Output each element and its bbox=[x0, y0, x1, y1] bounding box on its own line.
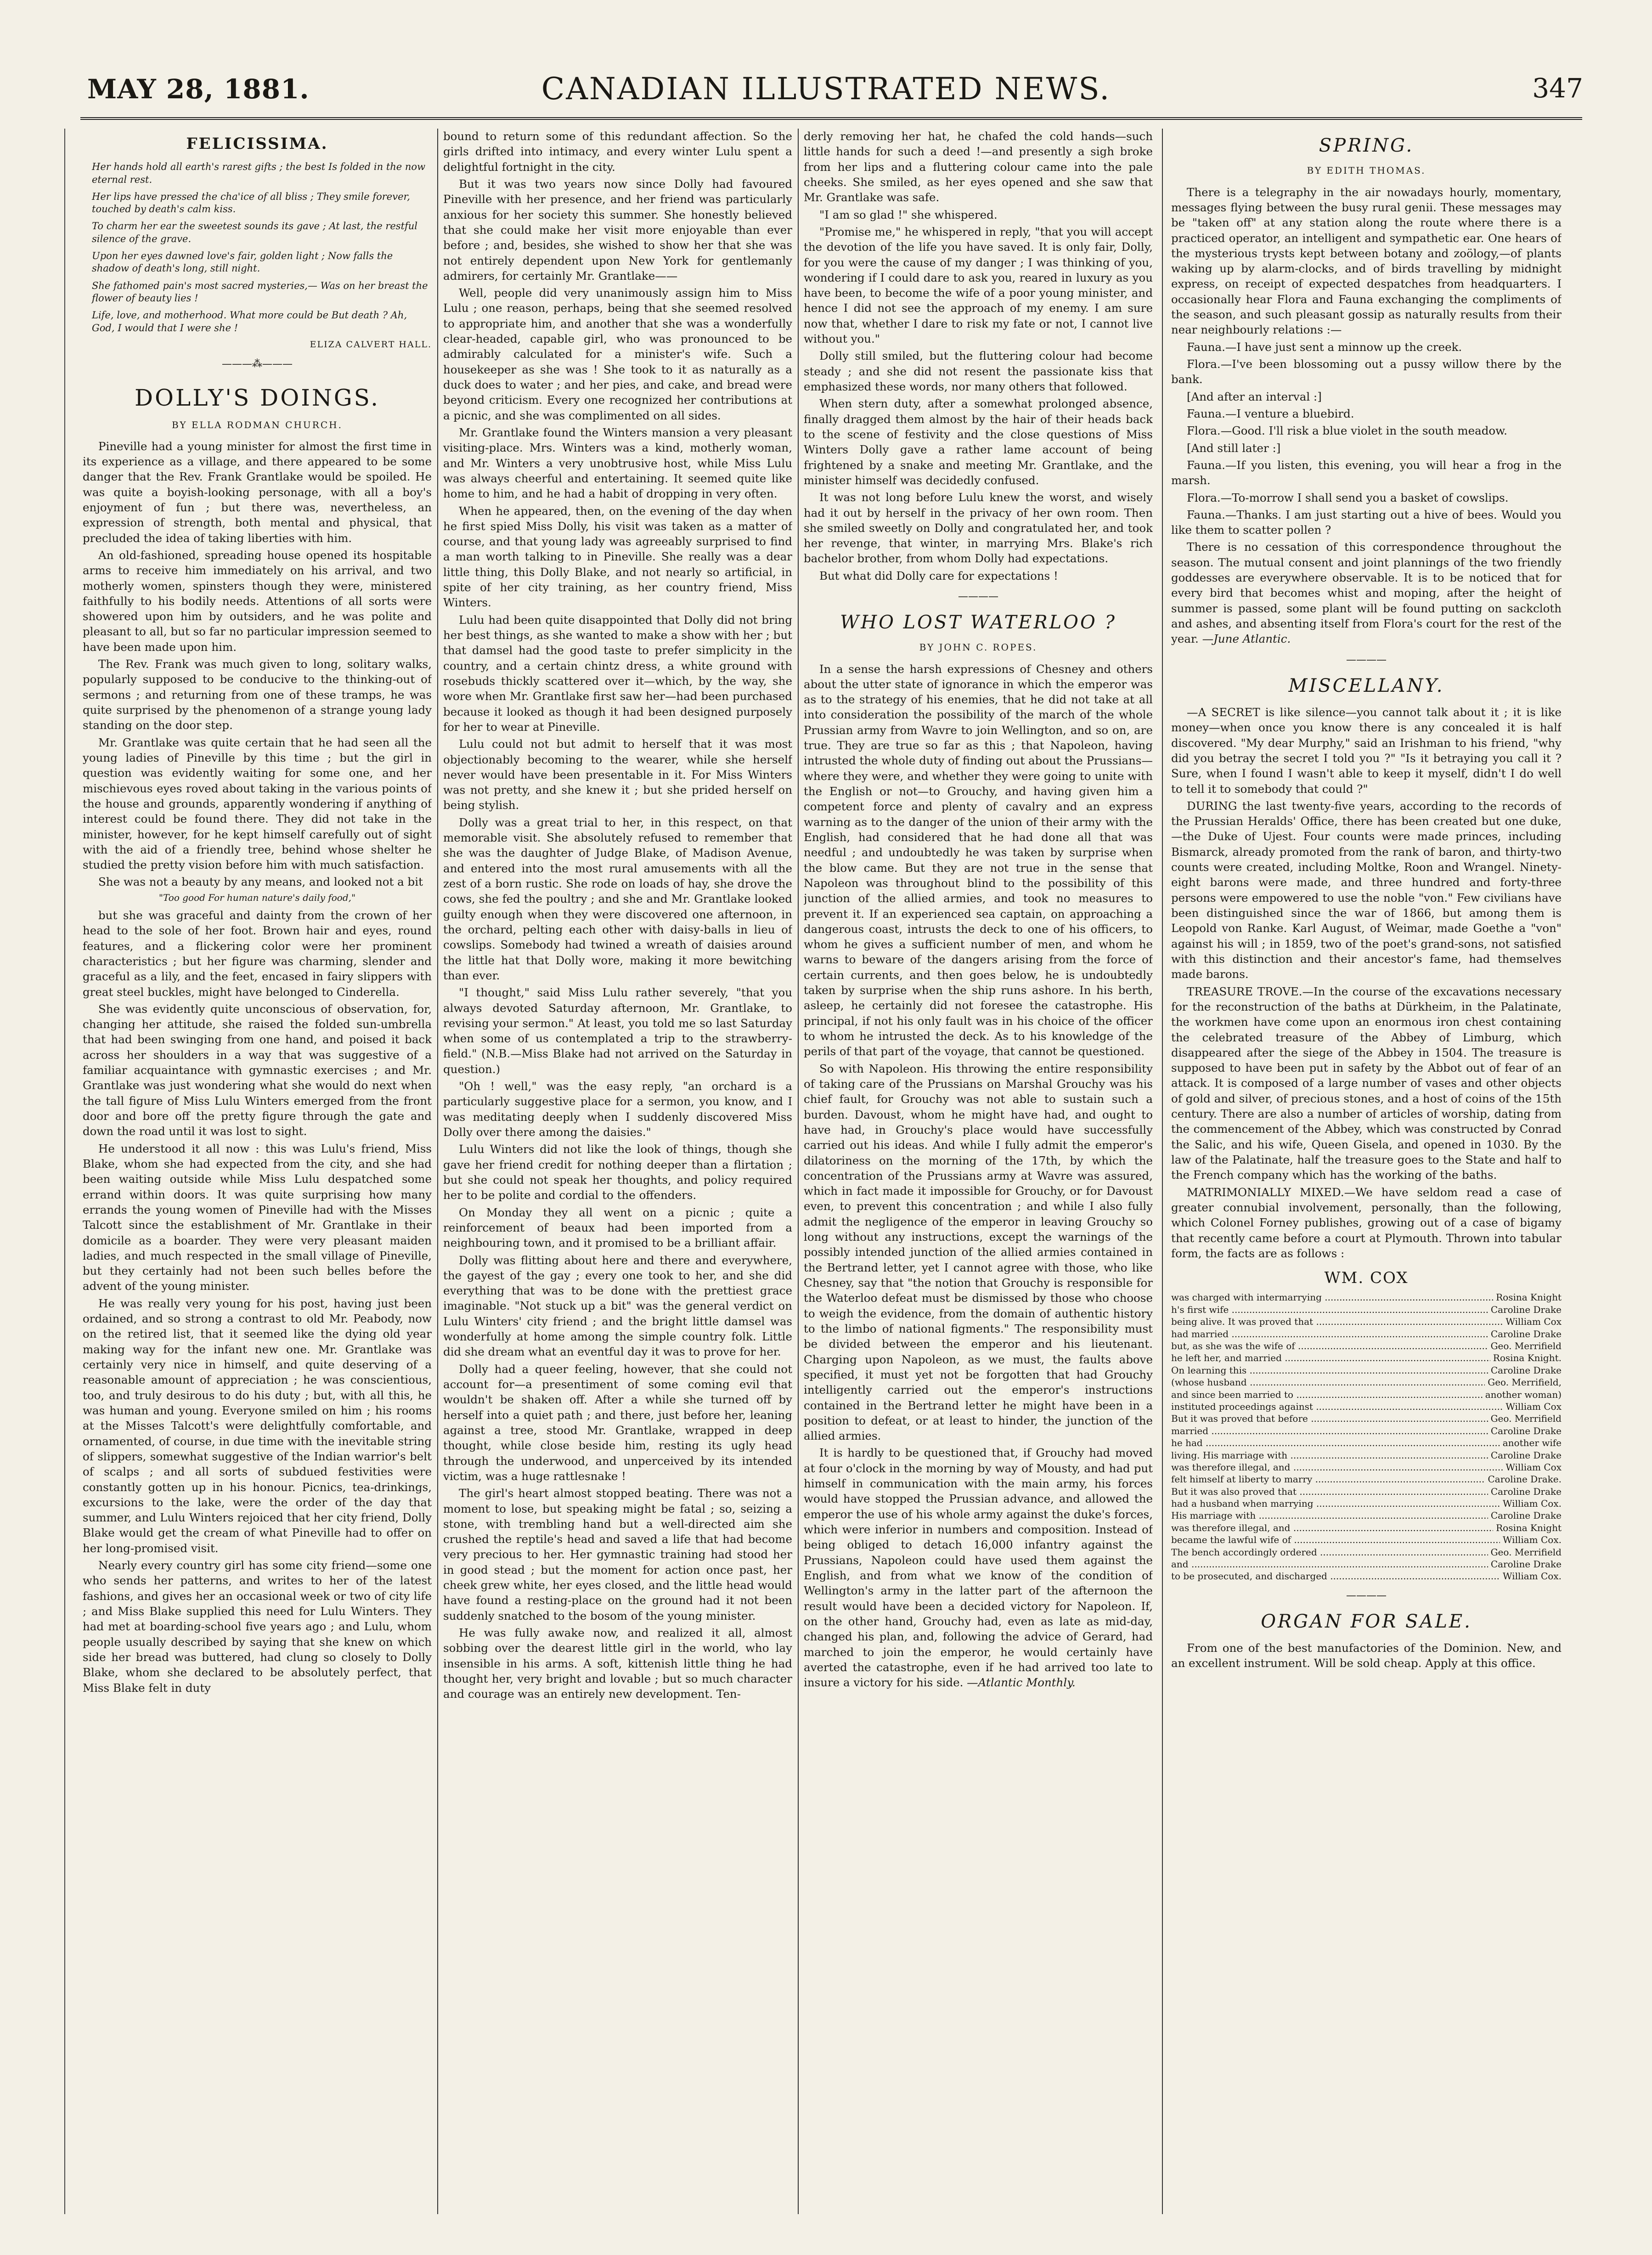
essay-paragraph-text: There is no cessation of this correspondence throughout the season. The mutual consent and joint plannings of the two friendly goddesses are everywhere observable. It is to be noticed that for every bird that becomes whist and moping, after the height of summer is passed, some plant will be found putting on sackcloth and ashes, and absenting itself from Flora's court for the rest of the year. bbox=[1171, 540, 1562, 646]
table-row-label: and since been married to ..... bbox=[1171, 1389, 1483, 1401]
table-row bbox=[1171, 1340, 1562, 1352]
table-row bbox=[1171, 1304, 1562, 1316]
story-paragraph: The Rev. Frank was much given to long, solitary walks, popularly supposed to be conducive to the thinking-out of sermons ; and returning from one of these tramps, he was quite surprised by the phenomenon of a strange young lady standing on the door step. bbox=[83, 657, 432, 732]
column-rule bbox=[1162, 129, 1163, 2214]
story-paragraph: She was not a beauty by any means, and looked not a bit bbox=[98, 875, 423, 889]
miscellany-paragraph: —A SECRET is like silence—you cannot talk about it ; it is like money—when once you know there is any concealed it is half discovered. "My dear Murphy," said an Irishman to his friend, "why did you betray the secret I told you ?" "Is it betraying you call it ? Sure, when I found I wasn't able to keep it myself, didn't I do well to tell it to somebody that could ?" bbox=[1171, 705, 1562, 796]
essay-paragraph: Flora.—To-morrow I shall send you a basket of cowslips. bbox=[1187, 491, 1509, 504]
story-paragraph: But it was two years now since Dolly had favoured Pineville with her presence, and her friend was particularly anxious for her society this summer. She honestly believed that she could make her visit more enjoyable than ever before ; and, besides, she wished to show her that she was not entirely dependent upon New York for gentlemanly admirers, for certainly Mr. Grantlake—— bbox=[443, 177, 792, 283]
table-row-value: William Cox. bbox=[1502, 1571, 1562, 1582]
essay-paragraph: Fauna.—I venture a bluebird. bbox=[1187, 407, 1354, 420]
story-paragraph: Dolly was a great trial to her, in this respect, on that memorable visit. She absolutely refused to remember that she was the daughter of Judge Blake, of Madison Avenue, and entered into the most rural amusements with all the zest of a born rustic. She rode on loads of hay, she drove the cows, she fed the poultry ; and she and Mr. Grantlake looked guilty enough when they were discovered one afternoon, in the orchard, pelting each other with daisy-balls in lieu of cowslips. Somebody had twined a wreath of daisies around the little hat that Dolly wore, making it more bewitching than ever. bbox=[443, 815, 792, 982]
article-paragraph: So with Napoleon. His throwing the entire responsibility of taking care of the Prussians on Marshal Grouchy was his chief fault, for Grouchy was not able to sustain such a burden. Davoust, whom he might have had, and ought to have had, in Grouchy's place would have successfully carried out his ideas. And while I fully admit the emperor's dilatoriness on the morning of the 17th, by which the concentration of the Prussians army at Wavre was assured, which in fact made it impossible for Grouchy, or for Davoust even, to prevent this concentration ; and while I also fully admit the negligence of the emperor in leaving Grouchy so long without any instructions, except the warnings of the possibly intended junction of the allied armies contained in the Bertrand letter, yet I cannot agree with those, who like Chesney, say that "the notion that Grouchy is responsible for the Waterloo defeat must be dismissed by those who choose to weigh the evidence, from the domain of authentic history to the limbo of national figments." The responsibility must be divided between the emperor and his lieutenant. Charging upon Napoleon, as we must, the faults above specified, it must yet not be forgotten that had Grouchy intelligently carried out the emperor's instructions contained in the Bertrand letter he might have been in a position to defeat, or at least to hinder, the junction of the allied armies. bbox=[804, 1062, 1153, 1443]
story-paragraph: Dolly still smiled, but the fluttering colour had become steady ; and she did not resent the passionate kiss that emphasized these words, nor many others that followed. bbox=[804, 349, 1153, 393]
table-row-label: being alive. It was proved that ..... bbox=[1171, 1316, 1503, 1328]
story-paragraph: But what did Dolly care for expectations ! bbox=[819, 569, 1058, 582]
advert-text: From one of the best manufactories of the Dominion. New, and an excellent instrument. Will be sold cheap. Apply at this office. bbox=[1171, 1641, 1562, 1670]
table-row-label: had married ..... bbox=[1171, 1328, 1488, 1340]
essay-paragraph: Fauna.—Thanks. I am just starting out a hive of bees. Would you like them to scatter pollen ? bbox=[1171, 508, 1562, 537]
table-row-label: instituted proceedings against ..... bbox=[1171, 1401, 1503, 1413]
column-3 bbox=[804, 129, 1153, 2214]
article-byline: BY JOHN C. ROPES. bbox=[919, 642, 1037, 653]
table-row-label: he left her, and married ..... bbox=[1171, 1352, 1490, 1364]
table-row-label: h's first wife ..... bbox=[1171, 1304, 1488, 1316]
table-row-value: William Cox. bbox=[1502, 1534, 1562, 1546]
story-paragraph: When he appeared, then, on the evening of the day when he first spied Miss Dolly, his visit was taken as a matter of course, and that young lady was agreeably surprised to find a man worth talking to in Pineville. She really was a dear little thing, this Dolly Blake, and not nearly so artificial, in spite of her city training, as her country friend, Miss Winters. bbox=[443, 504, 792, 610]
table-row bbox=[1171, 1522, 1562, 1534]
story-paragraph: He was fully awake now, and realized it all, almost sobbing over the dearest little girl in the world, who lay insensible in his arms. A soft, kittenish little thing he had thought her, very bright and lovable ; but so much character and courage was an entirely new development. Ten- bbox=[443, 1626, 792, 1701]
table-row-label: felt himself at liberty to marry ..... bbox=[1171, 1473, 1485, 1485]
table-row-value: Rosina Knight bbox=[1496, 1292, 1562, 1303]
table-row bbox=[1171, 1425, 1562, 1437]
story-paragraph: He was really very young for his post, having just been ordained, and so strong a contrast to old Mr. Peabody, now on the retired list, that it seemed like the dying old year making way for the infant new one. Mr. Grantlake was certainly very nice in himself, and quite deserving of a reasonable amount of appreciation ; he was conscientious, too, and truly desirous to do his duty ; but, with all this, he was human and young. Everyone smiled on him ; his rooms at the Misses Talcott's were delightfully comfortable, and ornamented, of course, in due time with the inevitable string of slippers, somewhat suggestive of the Indian warrior's belt of scalps ; and all sorts of subdued festivities were constantly gotten up in his honour. Picnics, tea-drinkings, excursions to the lake, were the order of the day that summer, and Lulu Winters rejoiced that her city friend, Dolly Blake would get the cream of what Pineville had to offer on her long-promised visit. bbox=[83, 1296, 432, 1555]
poem-stanza: Life, love, and motherhood. What more could be But death ? Ah, God, I would that I were she ! bbox=[92, 310, 407, 333]
story-paragraph: On Monday they all went on a picnic ; quite a reinforcement of beaux had been imported from a neighbouring town, and it promised to be a brilliant affair. bbox=[443, 1205, 792, 1250]
poem-stanza: She fathomed pain's most sacred mysteries,— Was on her breast the flower of beauty lies ! bbox=[92, 280, 428, 304]
table-row-label: His marriage with ..... bbox=[1171, 1509, 1488, 1521]
table-row bbox=[1171, 1364, 1562, 1376]
story-title: DOLLY'S DOINGS. bbox=[134, 384, 380, 411]
table-row-label: married ..... bbox=[1171, 1425, 1488, 1437]
column-2 bbox=[443, 129, 792, 2214]
story-paragraph: "I thought," said Miss Lulu rather severely, "that you always devoted Saturday afternoon, Mr. Grantlake, to revising your sermon." At least, you told me so last Saturday when some of us contemplated a trip to the strawberry-field." (N.B.—Miss Blake had not arrived on the Saturday in question.) bbox=[443, 986, 792, 1076]
table-row-value: Geo. Merrifield, bbox=[1488, 1377, 1562, 1388]
table-row bbox=[1171, 1401, 1562, 1413]
section-divider: ———— bbox=[1346, 1589, 1387, 1601]
column-rule bbox=[798, 129, 799, 2214]
table-row-value: William Cox bbox=[1505, 1401, 1562, 1412]
essay-paragraph: Flora.—I've been blossoming out a pussy willow there by the bank. bbox=[1171, 357, 1562, 386]
table-row-value: another woman) bbox=[1485, 1389, 1562, 1400]
table-row-value: William Cox bbox=[1505, 1461, 1562, 1473]
advert-title: ORGAN FOR SALE. bbox=[1261, 1611, 1472, 1632]
poem-stanza: Upon her eyes dawned love's fair, golden light ; Now falls the shadow of death's long, still night. bbox=[92, 250, 393, 274]
article-paragraph: In a sense the harsh expressions of Chesney and others about the utter state of ignorance in which the emperor was as to the strategy of his enemies, that he did not take at all into consideration the possibility of the march of the whole Prussian army from Wavre to join Wellington, and so on, are true. They are true so far as this ; that Napoleon, having intrusted the whole duty of finding out about the Prussians—where they were, and whether they were going to unite with the English or not—to Grouchy, and having given him a competent force and plenty of cavalry and an express warning as to the danger of the union of their army with the English, had considered that he had done all that was needful ; and undoubtedly he was taken by surprise when the blow came. But they are not true in the sense that Napoleon was throughout blind to the possibility of this junction of the allied armies, and took no measures to prevent it. If an experienced sea captain, on approaching a dangerous coast, intrusts the deck to one of his officers, to whom he gives a sufficient number of men, and whom he warns to beware of the dangers arising from the force of certain currents, and then goes below, he is undoubtedly taken by surprise when the ship runs ashore. In his berth, asleep, he certainly did not foresee the catastrophe. His principal, if not his only fault was in his choice of the officer to whom he intrusted the deck. As to his knowledge of the perils of that part of the voyage, that cannot be questioned. bbox=[804, 662, 1153, 1058]
table-row bbox=[1171, 1498, 1562, 1509]
table-row-label: was therefore illegal, and ..... bbox=[1171, 1522, 1493, 1534]
table-row bbox=[1171, 1546, 1562, 1558]
story-paragraph: Lulu could not but admit to herself that it was most objectionably becoming to the wearer, while she herself never would have been presentable in it. For Miss Winters was not pretty, and she knew it ; but she prided herself on being stylish. bbox=[443, 737, 792, 812]
essay-paragraph: There is a telegraphy in the air nowadays hourly, momentary, messages flying between the busy rural genii. These messages may be "taken off" at any station along the route where there is a practiced operator, an intelligent and sympathetic ear. One hears of the mysterious trysts kept between botany and zoölogy,—of plants waking up by alarm-clocks, and of birds travelling by midnight express, on receipt of expected despatches from headquarters. I occasionally hear Flora and Fauna exchanging the compliments of the season, and such pleasant gossip as naturally results from their near neighbourly relations :— bbox=[1171, 185, 1562, 337]
poem-author: ELIZA CALVERT HALL. bbox=[310, 339, 432, 350]
table-row-value: Caroline Drake bbox=[1490, 1449, 1562, 1461]
column-4 bbox=[1171, 129, 1562, 2214]
article-paragraph-text: It is hardly to be questioned that, if Grouchy had moved at four o'clock in the morning by way of Mousty, and had put himself in communication with the main army, his forces would have stopped the Prussian advance, and allowed the emperor the use of his whole army against the duke's forces, which were inferior in numbers and composition. Instead of being obliged to detach 16,000 infantry against the Prussians, Napoleon could have used them against the English, and from what we know of the condition of Wellington's army in the latter part of the afternoon the result would have been a decided victory for Napoleon. If, on the other hand, Grouchy had, even as late as mid-day, changed his plan, and, following the advice of Gerard, had marched to join the emperor, he would certainly have averted the catastrophe, even if he had arrived too late to insure a victory for his side. bbox=[804, 1446, 1153, 1690]
section-divider: ———— bbox=[958, 591, 998, 603]
story-paragraph: When stern duty, after a somewhat prolonged absence, finally dragged them almost by the hair of their heads back to the scene of festivity and the close questions of Miss Winters Dolly gave a rather lame account of being frightened by a snake and meeting Mr. Grantlake, and the minister himself was decidedly confused. bbox=[804, 397, 1153, 487]
table-row-value: Caroline Drake bbox=[1490, 1425, 1562, 1436]
table-row-value: another wife bbox=[1502, 1437, 1562, 1449]
table-row bbox=[1171, 1534, 1562, 1546]
article-source: —Atlantic Monthly. bbox=[967, 1676, 1076, 1690]
miscellany-paragraph: MATRIMONIALLY MIXED.—We have seldom read a case of greater connubial involvement, personally, than the following, which Colonel Forney publishes, growing out of a case of bigamy that recently came before a court at Plymouth. Thrown into tabular form, the facts are as follows : bbox=[1171, 1185, 1562, 1260]
table-row-label: The bench accordingly ordered ..... bbox=[1171, 1546, 1488, 1558]
table-row-value: Rosina Knight. bbox=[1493, 1352, 1562, 1364]
poem-stanza: Her hands hold all earth's rarest gifts ; the best Is folded in the now eternal rest. bbox=[92, 161, 426, 185]
masthead bbox=[0, 0, 1652, 115]
article-title: WHO LOST WATERLOO ? bbox=[840, 611, 1116, 633]
table-row-label: and ..... bbox=[1171, 1558, 1488, 1570]
table-row bbox=[1171, 1509, 1562, 1521]
poem-stanza: To charm her ear the sweetest sounds its gave ; At last, the restful silence of the grave. bbox=[92, 220, 418, 244]
essay-paragraph: Flora.—Good. I'll risk a blue violet in the south meadow. bbox=[1187, 424, 1507, 438]
poem-stanza: Her lips have pressed the cha'ice of all bliss ; They smile forever, touched by death's calm kiss. bbox=[92, 191, 410, 215]
table-row-value: Caroline Drake bbox=[1490, 1559, 1562, 1570]
essay-paragraph: Fauna.—I have just sent a minnow up the creek. bbox=[1187, 340, 1462, 354]
story-paragraph: derly removing her hat, he chafed the cold hands—such little hands for such a deed !—and presently a sigh broke from her lips and a fluttering colour came into the pale cheeks. She smiled, as her eyes opened and she saw that Mr. Grantlake was safe. bbox=[804, 130, 1153, 204]
poem-title: FELICISSIMA. bbox=[186, 135, 328, 153]
table-row bbox=[1171, 1437, 1562, 1449]
table-row-value: Caroline Drake bbox=[1490, 1364, 1562, 1376]
story-paragraph: Pineville had a young minister for almost the first time in its experience as a village, and there appeared to be some danger that the Rev. Frank Grantlake would be spoiled. He was quite a boyish-looking personage, with all a boy's enjoyment of fun ; but there was, nevertheless, an expression of strength, both mental and physical, that precluded the idea of taking liberties with him. bbox=[83, 439, 432, 545]
table-row-label: had a husband when marrying ..... bbox=[1171, 1498, 1500, 1509]
table-row-label: was charged with intermarrying ..... bbox=[1171, 1291, 1493, 1303]
table-row-value: Caroline Drake bbox=[1490, 1486, 1562, 1497]
story-paragraph: Lulu Winters did not like the look of things, though she gave her friend credit for nothing deeper than a flirtation ; but she could not speak her thoughts, and policy required her to be polite and cordial to the offenders. bbox=[443, 1142, 792, 1202]
table-row-value: Geo. Merrifield bbox=[1490, 1546, 1562, 1558]
masthead-rule bbox=[80, 117, 1582, 120]
story-paragraph: but she was graceful and dainty from the crown of her head to the sole of her foot. Brown hair and eyes, round features, and a flickering color were her prominent characteristics ; but her figure was charming, slender and graceful as a lily, and the feet, encased in fairy slippers with great steel buckles, might have belonged to Cinderella. bbox=[83, 908, 432, 999]
table-row bbox=[1171, 1352, 1562, 1364]
essay-paragraph bbox=[1171, 539, 1562, 646]
miscellany-title: MISCELLANY. bbox=[1288, 675, 1444, 696]
story-paragraph: Mr. Grantlake was quite certain that he had seen all the young ladies of Pineville by this time ; but the girl in question was evidently waiting for some one, and her mischievous eyes roved about taking in the various points of the house and grounds, apparently wondering if anything of interest could be found there. They did not take in the minister, however, for he kept himself carefully out of sight with the aid of a friendly tree, behind whose shelter he studied the pretty vision before him with much satisfaction. bbox=[83, 735, 432, 872]
table-row-label: became the lawful wife of ..... bbox=[1171, 1534, 1500, 1546]
story-quote: "Too good For human nature's daily food," bbox=[158, 892, 356, 903]
table-row bbox=[1171, 1461, 1562, 1473]
essay-source: —June Atlantic. bbox=[1202, 632, 1291, 646]
table-row-label: But it was proved that before ..... bbox=[1171, 1413, 1488, 1424]
table-row bbox=[1171, 1316, 1562, 1328]
column-1 bbox=[83, 129, 432, 2214]
table-row-label: (whose husband ..... bbox=[1171, 1376, 1485, 1388]
table-row-value: Geo. Merrifield bbox=[1490, 1413, 1562, 1424]
table-row bbox=[1171, 1449, 1562, 1461]
article-paragraph bbox=[804, 1445, 1153, 1690]
table-row-value: Caroline Drake. bbox=[1488, 1474, 1562, 1485]
table-row-label: but, as she was the wife of ..... bbox=[1171, 1340, 1488, 1352]
table-row-label: to be prosecuted, and discharged ..... bbox=[1171, 1570, 1500, 1582]
table-row bbox=[1171, 1328, 1562, 1340]
table-row-value: Rosina Knight bbox=[1496, 1522, 1562, 1533]
story-paragraph: He understood it all now : this was Lulu's friend, Miss Blake, whom she had expected from the city, and she had been waiting outside while Miss Lulu despatched some errand within doors. It was quite surprising how many errands the young women of Pineville had with the Misses Talcott since the establishment of Mr. Grantlake in their domicile as a boarder. They were very pleasant maiden ladies, and much respected in the small village of Pineville, but they certainly had not been such belles before the advent of the young minister. bbox=[83, 1142, 432, 1293]
left-border-rule bbox=[64, 129, 65, 2214]
table-row-label: But it was also proved that ..... bbox=[1171, 1486, 1488, 1498]
newspaper-title: CANADIAN ILLUSTRATED NEWS. bbox=[541, 71, 1111, 107]
story-paragraph: The girl's heart almost stopped beating. There was not a moment to lose, but speaking might be fatal ; so, seizing a stone, with trembling hand but a well-directed aim she crushed the reptile's head and saved a life that had become very precious to her. Her gymnastic training had stood her in good stead ; but the moment for action once past, her cheek grew white, her eyes closed, and the little head would have found a resting-place on the ground had it not been suddenly snatched to the bosom of the young minister. bbox=[443, 1486, 792, 1622]
miscellany-paragraph: TREASURE TROVE.—In the course of the excavations necessary for the reconstruction of the baths at Dürkheim, in the Palatinate, the workmen have come upon an enormous iron chest containing the celebrated treasure of the Abbey of Limburg, which disappeared after the siege of the Abbey in 1504. The treasure is supposed to have been put in safety by the Abbot out of fear of an attack. It is composed of a large number of vases and other objects of gold and silver, of precious stones, and a host of coins of the 15th century. There are also a number of articles of worship, dating from the commencement of the Abbey, which was constructed by Conrad the Salic, and his wife, Queen Gisela, and opened in 1030. By the law of the Palatinate, half the treasure goes to the State and half to the French company which has the working of the baths. bbox=[1171, 984, 1562, 1182]
table-row-label: On learning this ..... bbox=[1171, 1364, 1488, 1376]
story-paragraph: She was evidently quite unconscious of observation, for, changing her attitude, she raised the folded sun-umbrella that had been swinging from one hand, and poised it back across her shoulders in a way that was suggestive of a familiar acquaintance with gymnastic exercises ; and Mr. Grantlake was just wondering what she would do next when the tall figure of Miss Lulu Winters emerged from the front door and bore off the pretty figure through the gate and down the road until it was lost to sight. bbox=[83, 1002, 432, 1138]
table-row-value: Geo. Merrifield bbox=[1490, 1340, 1562, 1351]
table-row-value: Caroline Drake bbox=[1490, 1510, 1562, 1521]
story-paragraph: Well, people did very unanimously assign him to Miss Lulu ; one reason, perhaps, being that she seemed resolved to appropriate him, and another that she was a wonderfully clear-headed, capable girl, who was pronounced to be admirably calculated for a minister's wife. Such a housekeeper as she was ! She took to it as naturally as a duck does to water ; and her pies, and cake, and bread were beyond criticism. Every one recognized her contributions at a picnic, and she was complimented on all sides. bbox=[443, 286, 792, 422]
bigamy-table-title: WM. COX bbox=[1324, 1269, 1409, 1288]
table-row bbox=[1171, 1570, 1562, 1582]
table-row bbox=[1171, 1473, 1562, 1485]
essay-paragraph: [And after an interval :] bbox=[1187, 390, 1322, 403]
table-row bbox=[1171, 1558, 1562, 1570]
story-paragraph: Nearly every country girl has some city friend—some one who sends her patterns, and writes to her of the latest fashions, and gives her an occasional week or two of city life ; and Miss Blake supplied this need for Lulu Winters. They had met at boarding-school five years ago ; and Lulu, whom people usually described by saying that she knew on which side her bread was buttered, had clung so closely to Dolly Blake, whom she declared to be absolutely perfect, that Miss Blake felt in duty bbox=[83, 1559, 432, 1695]
story-byline: BY ELLA RODMAN CHURCH. bbox=[172, 419, 343, 430]
story-paragraph: "Oh ! well," was the easy reply, "an orchard is a particularly suggestive place for a sermon, you know, and I was meditating deeply when I suddenly discovered Miss Dolly over there among the daisies." bbox=[443, 1079, 792, 1139]
section-divider: ———— bbox=[1346, 654, 1387, 666]
story-paragraph: Lulu had been quite disappointed that Dolly did not bring her best things, as she wanted to make a show with her ; but that damsel had the good taste to prefer simplicity in the country, and a certain chintz dress, a white ground with rosebuds thickly scattered over it—which, by the way, she wore when Mr. Grantlake first saw her—had been purchased because it looked as though it had been designed purposely for her to wear at Pineville. bbox=[443, 613, 792, 734]
issue-date: MAY 28, 1881. bbox=[87, 73, 310, 105]
story-paragraph: It was not long before Lulu knew the worst, and wisely had it out by herself in the privacy of her own room. Then she smiled sweetly on Dolly and congratulated her, and took her revenge, that winter, in marrying Mrs. Blake's rich bachelor brother, from whom Dolly had expectations. bbox=[804, 491, 1153, 565]
table-row-value: Caroline Drake bbox=[1490, 1304, 1562, 1315]
table-row-value: William Cox. bbox=[1502, 1498, 1562, 1509]
essay-paragraph: [And still later :] bbox=[1187, 441, 1281, 455]
table-row bbox=[1171, 1486, 1562, 1498]
column-rule bbox=[437, 129, 438, 2214]
table-row-label: living. His marriage with ..... bbox=[1171, 1449, 1488, 1461]
story-paragraph: "I am so glad !" she whispered. bbox=[819, 208, 998, 221]
story-paragraph: bound to return some of this redundant affection. So the girls drifted into intimacy, and every winter Lulu spent a delightful fortnight in the city. bbox=[443, 130, 792, 174]
page-number: 347 bbox=[1532, 73, 1583, 104]
story-paragraph: An old-fashioned, spreading house opened its hospitable arms to receive him immediately on his arrival, and two motherly women, spinsters though they were, ministered faithfully to his bodily needs. Attentions of all sorts were showered upon him by outsiders, and he was polite and pleasant to all, but so far no particular impression seemed to have been made upon him. bbox=[83, 548, 432, 654]
table-row bbox=[1171, 1413, 1562, 1424]
table-row-label: he had ..... bbox=[1171, 1437, 1500, 1449]
story-paragraph: Dolly had a queer feeling, however, that she could not account for—a presentiment of some coming evil that wouldn't be shaken off. After a while she turned off by herself into a quiet path ; and there, just before her, leaning against a tree, stood Mr. Grantlake, wrapped in deep thought, while close beside him, resting its ugly head through the underwood, and unperceived by its intended victim, was a huge rattlesnake ! bbox=[443, 1362, 792, 1483]
story-paragraph: Mr. Grantlake found the Winters mansion a very pleasant visiting-place. Mrs. Winters was a kind, motherly woman, and Mr. Winters a very unobtrusive host, while Miss Lulu was always cheerful and entertaining. It seemed quite like home to him, and he had a habit of dropping in very often. bbox=[443, 425, 792, 501]
table-row-value: William Cox bbox=[1505, 1316, 1562, 1328]
table-row-value: Caroline Drake bbox=[1490, 1328, 1562, 1339]
table-row bbox=[1171, 1389, 1562, 1401]
table-row bbox=[1171, 1291, 1562, 1303]
story-paragraph: Dolly was flitting about here and there and everywhere, the gayest of the gay ; every one took to her, and she did everything that was to be done with the prettiest grace imaginable. "Not stuck up a bit" was the general verdict on Lulu Winters' city friend ; and the bright little damsel was wonderfully at home among the simple country folk. Little did she dream what an eventful day it was to prove for her. bbox=[443, 1253, 792, 1359]
essay-byline: BY EDITH THOMAS. bbox=[1307, 165, 1426, 176]
table-row bbox=[1171, 1376, 1562, 1388]
essay-paragraph: Fauna.—If you listen, this evening, you will hear a frog in the marsh. bbox=[1171, 458, 1562, 487]
essay-title: SPRING. bbox=[1319, 135, 1414, 156]
table-row-label: was therefore illegal, and ..... bbox=[1171, 1461, 1503, 1473]
section-divider: ———⁂——— bbox=[222, 358, 293, 370]
miscellany-paragraph: DURING the last twenty-five years, according to the records of the Prussian Heralds' Office, there has been created but one duke,—the Duke of Ujest. Four counts were made princes, including Bismarck, already promoted from the rank of baron, and thirty-two counts were created, including Moltke, Roon and Wrangel. Ninety-eight barons were made, and three hundred and forty-three persons were empowered to use the noble "von." Few civilians have been distinguished since the war of 1866, but among them is Leopold von Ranke. Karl August, of Weimar, made Goethe a "von" against his will ; in 1859, two of the poet's grand-sons, not satisfied with this distinction and their ancestor's fame, had themselves made barons. bbox=[1171, 799, 1562, 981]
bigamy-table bbox=[1171, 1291, 1562, 1582]
story-paragraph: "Promise me," he whispered in reply, "that you will accept the devotion of the life you have saved. It is only fair, Dolly, for you were the cause of my danger ; I was thinking of you, wondering if I could dare to ask you, reared in luxury as you have been, to become the wife of a poor young minister, and hence I did not see the approach of my enemy. I am sure now that, whether I dare to risk my fate or not, I cannot live without you." bbox=[804, 225, 1153, 346]
